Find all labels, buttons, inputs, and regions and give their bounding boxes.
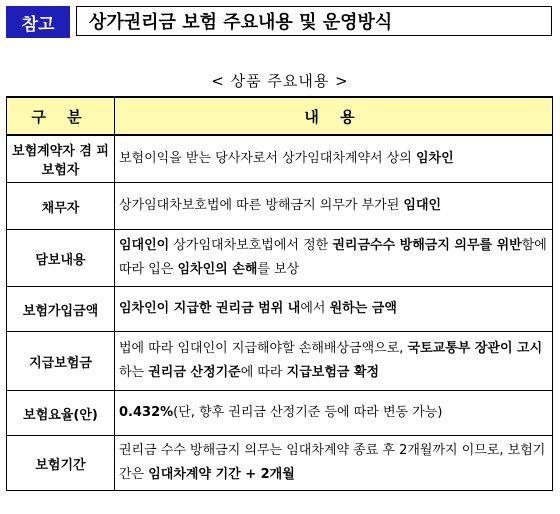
row-label: 보험기간 bbox=[7, 436, 115, 491]
content-segment: 권리금 산정기준 bbox=[148, 365, 241, 380]
content-segment: 에서 bbox=[300, 301, 330, 316]
table-row bbox=[7, 183, 553, 230]
reference-tag: 참고 bbox=[6, 6, 70, 38]
section-subtitle: < 상품 주요내용 > bbox=[211, 72, 349, 90]
product-table bbox=[6, 96, 553, 491]
table-row bbox=[7, 391, 553, 436]
content-segment: 권리금 수수 방해금지 의무는 임대차계약 종료 후 2개월까지 이므로, 보험기간은 bbox=[119, 443, 546, 482]
table-row bbox=[7, 287, 553, 332]
content-segment: 임대인 bbox=[403, 198, 442, 213]
row-content bbox=[115, 332, 553, 391]
row-label: 지급보험금 bbox=[7, 332, 115, 391]
row-content bbox=[115, 230, 553, 287]
content-segment: 에 따라 bbox=[240, 365, 287, 380]
content-segment: 0.432% bbox=[119, 405, 174, 420]
row-content bbox=[115, 436, 553, 491]
table-row bbox=[7, 230, 553, 287]
content-segment: (단, 향후 권리금 산정기준 등에 따라 변동 가능) bbox=[173, 405, 443, 420]
content-segment: 임차인의 손해 bbox=[177, 262, 258, 277]
column-header-content: 내 용 bbox=[115, 97, 553, 135]
content-segment: 하는 bbox=[119, 365, 149, 380]
row-label: 채무자 bbox=[7, 183, 115, 230]
table-row bbox=[7, 135, 553, 183]
row-content bbox=[115, 287, 553, 332]
row-content bbox=[115, 135, 553, 183]
content-segment: 를 보상 bbox=[257, 262, 300, 277]
content-segment: 국토교통부 장관이 고시 bbox=[407, 341, 543, 356]
content-segment: 임차인이 지급한 권리금 범위 내 bbox=[119, 301, 301, 316]
content-segment: 원하는 금액 bbox=[329, 301, 397, 316]
content-segment: 임대인이 bbox=[119, 238, 170, 253]
table-row bbox=[7, 436, 553, 491]
row-content bbox=[115, 391, 553, 436]
content-segment: 지급보험금 확정 bbox=[286, 365, 380, 380]
content-segment: 상가임대차보호법에서 정한 bbox=[169, 238, 333, 253]
column-header-category: 구 분 bbox=[7, 97, 115, 135]
content-segment: 법에 따라 임대인이 지급해야할 손해배상금액으로, bbox=[119, 341, 408, 356]
content-segment: 임차인 bbox=[415, 151, 454, 166]
row-label: 보험가입금액 bbox=[7, 287, 115, 332]
row-label: 보험요율(안) bbox=[7, 391, 115, 436]
content-segment: 권리금수수 방해금지 의무를 위반 bbox=[332, 238, 522, 253]
document-title: 상가권리금 보험 주요내용 및 운영방식 bbox=[76, 6, 552, 36]
content-segment: 상가임대차보호법에 따른 방해금지 의무가 부가된 bbox=[119, 198, 404, 213]
content-segment: 보험이익을 받는 당사자로서 상가임대차계약서 상의 bbox=[119, 151, 416, 166]
content-segment: 임대차계약 기간 + 2개월 bbox=[148, 467, 295, 482]
table-header-row bbox=[7, 97, 553, 135]
row-label: 담보내용 bbox=[7, 230, 115, 287]
content-segment: 함에 따라 입은 bbox=[119, 238, 547, 277]
document-header bbox=[6, 6, 554, 38]
row-content bbox=[115, 183, 553, 230]
table-row bbox=[7, 332, 553, 391]
row-label: 보험계약자 겸 피보험자 bbox=[7, 135, 115, 183]
